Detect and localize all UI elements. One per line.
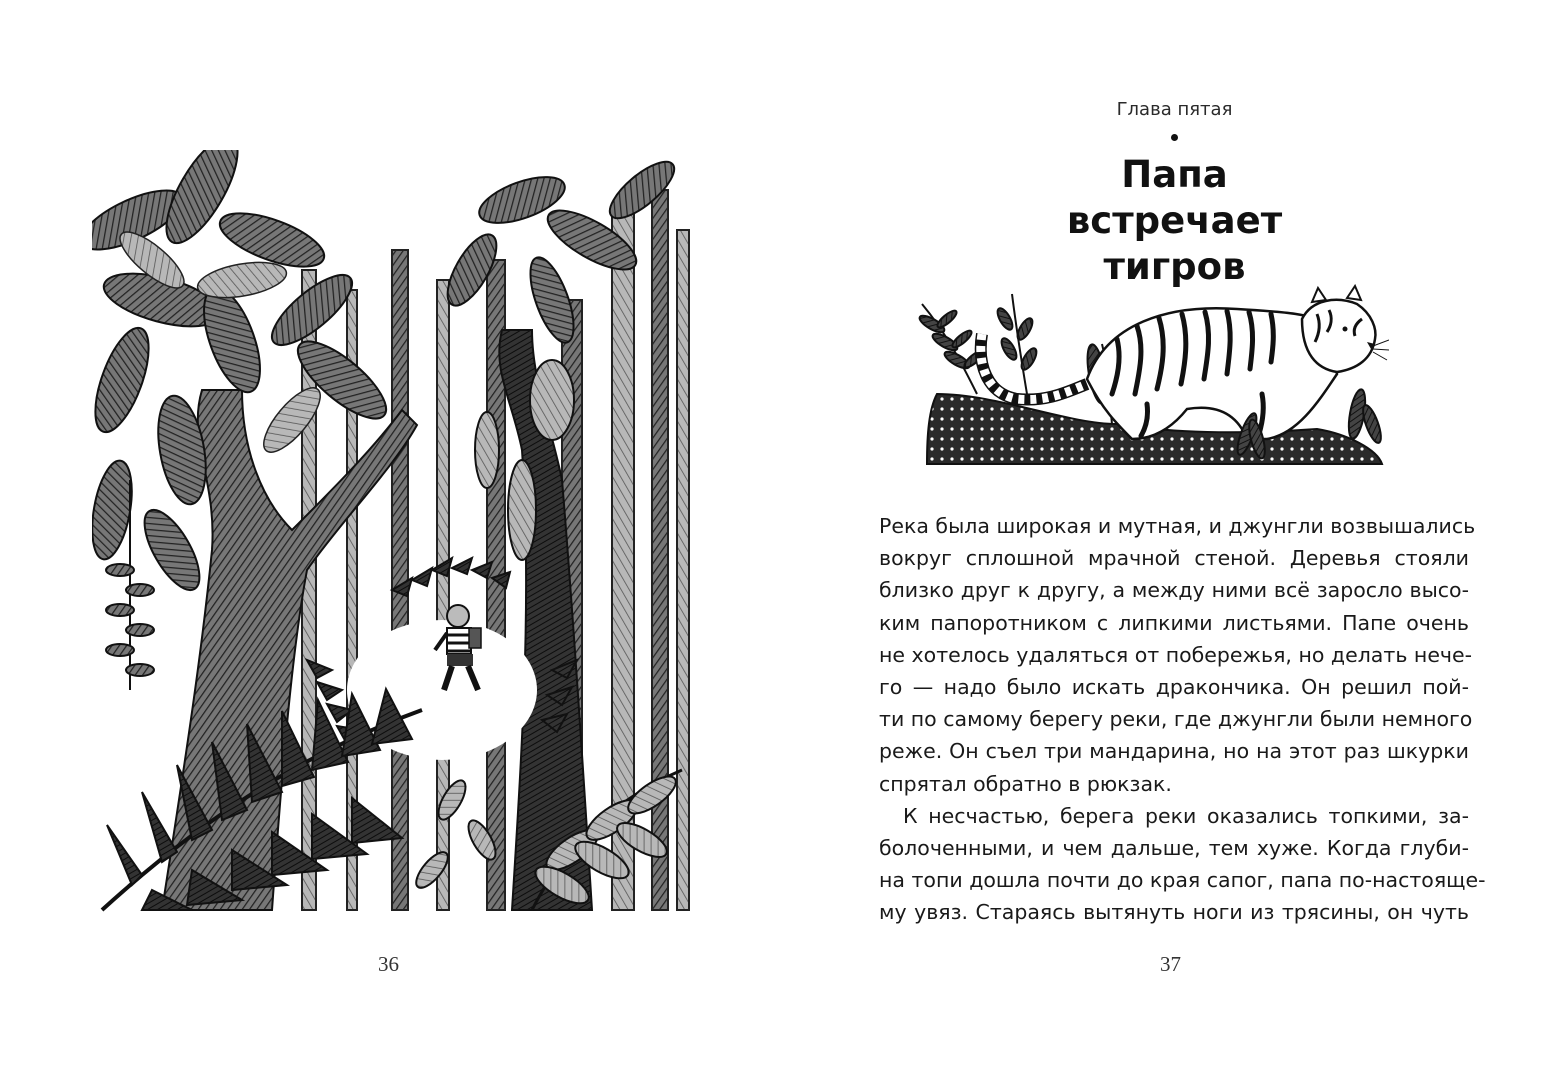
- page-number-left: 36: [378, 952, 399, 976]
- text-line: Река была широкая и мутная, и джунгли возвышались: [879, 514, 1476, 538]
- jungle-illustration: [92, 150, 695, 912]
- text-line: болоченными, и чем дальше, тем хуже. Когда глуби-: [879, 835, 1469, 860]
- text-line: реже. Он съел три мандарина, но на этот раз шкурки: [879, 739, 1469, 764]
- chapter-title-line: Папа: [1121, 153, 1228, 196]
- text-line: спрятал обратно в рюкзак.: [879, 771, 1172, 796]
- text-line: не хотелось удаляться от побережья, но делать нече-: [879, 642, 1473, 667]
- text-line: К несчастью, берега реки оказались топкими, за-: [903, 803, 1469, 828]
- tiger-illustration: [917, 284, 1389, 474]
- chapter-title: [783, 152, 1566, 290]
- right-page: [783, 0, 1566, 1080]
- chapter-body-text: [879, 510, 1486, 928]
- text-line: на топи дошла почти до края сапог, папа по-настояще-: [879, 868, 1486, 893]
- chapter-title-line: встречает: [1066, 199, 1283, 242]
- text-line: ким папоротником с липкими листьями. Папе очень: [879, 610, 1469, 635]
- chapter-title-line: тигров: [1103, 245, 1246, 288]
- chapter-label: Глава пятая: [1116, 99, 1233, 120]
- page-number-right: 37: [1160, 952, 1181, 976]
- text-line: го — надо было искать дракончика. Он решил пой-: [879, 674, 1469, 699]
- chapter-separator-dot: [1171, 134, 1178, 141]
- text-line: вокруг сплошной мрачной стеной. Деревья стояли: [879, 546, 1469, 571]
- text-line: близко друг к другу, а между ними всё заросло высо-: [879, 578, 1469, 603]
- text-line: ти по самому берегу реки, где джунгли были немного: [879, 707, 1473, 732]
- text-line: му увяз. Стараясь вытянуть ноги из трясины, он чуть: [879, 900, 1469, 925]
